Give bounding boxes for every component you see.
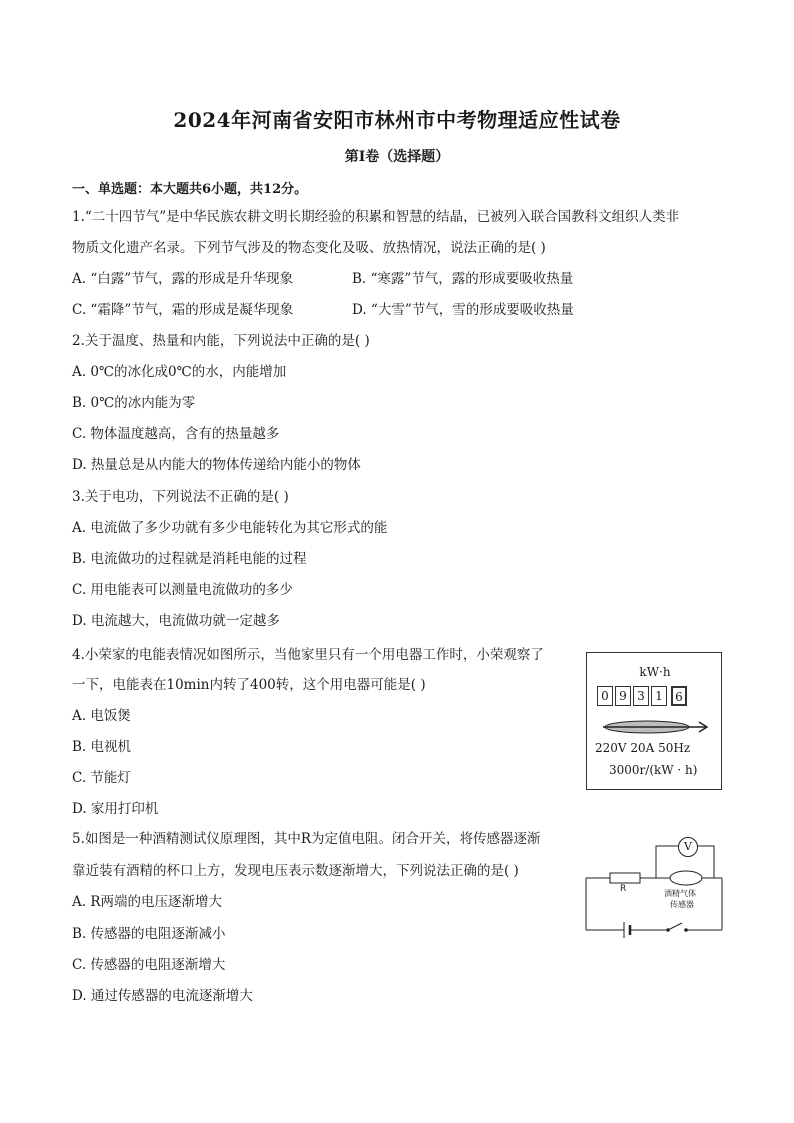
voltmeter-symbol: V — [678, 837, 698, 857]
q4-option-b: B. 电视机 — [72, 739, 132, 755]
q4-stem-line-1: 4.小荣家的电能表情况如图所示，当他家里只有一个用电器工作时，小荣观察了 — [72, 647, 544, 663]
q3-option-d: D. 电流越大，电流做功就一定越多 — [72, 613, 280, 629]
q3-option-b: B. 电流做功的过程就是消耗电能的过程 — [72, 551, 307, 567]
q2-option-c: C. 物体温度越高，含有的热量越多 — [72, 426, 280, 442]
q1-stem-line-1: 1.“二十四节气”是中华民族农耕文明长期经验的积累和智慧的结晶，已被列入联合国教科文组织人类非 — [72, 209, 680, 225]
q2-option-d: D. 热量总是从内能大的物体传递给内能小的物体 — [72, 457, 361, 473]
q3-option-c: C. 用电能表可以测量电流做功的多少 — [72, 582, 293, 598]
energy-meter-figure — [586, 652, 722, 790]
q1-stem-line-2: 物质文化遗产名录。下列节气涉及的物态变化及吸、放热情况，说法正确的是( ) — [72, 240, 546, 256]
circuit-wires — [582, 832, 726, 944]
q5-option-c: C. 传感器的电阻逐渐增大 — [72, 957, 226, 973]
meter-digit: 9 — [615, 686, 631, 706]
q1-option-a: A. “白露”节气，露的形成是升华现象 — [72, 271, 294, 287]
sensor-label-line-1: 酒精气体 — [664, 889, 696, 898]
exam-title: 2024年河南省安阳市林州市中考物理适应性试卷 — [173, 108, 621, 132]
q5-option-b: B. 传感器的电阻逐渐减小 — [72, 926, 226, 942]
sensor-label-line-2: 传感器 — [670, 900, 694, 909]
q5-option-d: D. 通过传感器的电流逐渐增大 — [72, 988, 253, 1004]
meter-unit-label: kW·h — [639, 665, 671, 679]
meter-revolutions: 3000r/(kW · h) — [609, 763, 698, 777]
q5-stem-line-1: 5.如图是一种酒精测试仪原理图，其中R为定值电阻。闭合开关，将传感器逐渐 — [72, 831, 541, 847]
q1-option-b: B. “寒露”节气，露的形成要吸收热量 — [352, 271, 574, 287]
q2-option-a: A. 0℃的冰化成0℃的水，内能增加 — [72, 364, 287, 380]
alcohol-tester-circuit-figure — [582, 832, 726, 944]
q5-option-a: A. R两端的电压逐渐增大 — [72, 894, 222, 910]
part-title: 第I卷（选择题） — [344, 149, 450, 165]
q1-option-d: D. “大雪”节气，雪的形成要吸收热量 — [352, 302, 574, 318]
q1-option-c: C. “霜降”节气，霜的形成是凝华现象 — [72, 302, 294, 318]
meter-digits — [597, 686, 689, 706]
meter-disc-icon — [597, 717, 713, 737]
meter-digit: 0 — [597, 686, 613, 706]
q4-stem-line-2: 一下，电能表在10min内转了400转，这个用电器可能是( ) — [72, 677, 426, 693]
q2-stem: 2.关于温度、热量和内能，下列说法中正确的是( ) — [72, 333, 370, 349]
meter-digit: 1 — [651, 686, 667, 706]
meter-rating: 220V 20A 50Hz — [595, 741, 691, 755]
q4-option-c: C. 节能灯 — [72, 770, 131, 786]
q4-option-a: A. 电饭煲 — [72, 708, 131, 724]
q5-stem-line-2: 靠近装有酒精的杯口上方，发现电压表示数逐渐增大，下列说法正确的是( ) — [72, 863, 519, 879]
q3-option-a: A. 电流做了多少功就有多少电能转化为其它形式的能 — [72, 520, 388, 536]
q2-option-b: B. 0℃的冰内能为零 — [72, 395, 196, 411]
q4-option-d: D. 家用打印机 — [72, 801, 159, 817]
meter-digit-decimal: 6 — [671, 686, 687, 706]
meter-digit: 3 — [633, 686, 649, 706]
section-heading: 一、单选题：本大题共6小题，共12分。 — [72, 182, 308, 197]
q3-stem: 3.关于电功，下列说法不正确的是( ) — [72, 489, 289, 505]
resistor-label: R — [620, 884, 627, 894]
